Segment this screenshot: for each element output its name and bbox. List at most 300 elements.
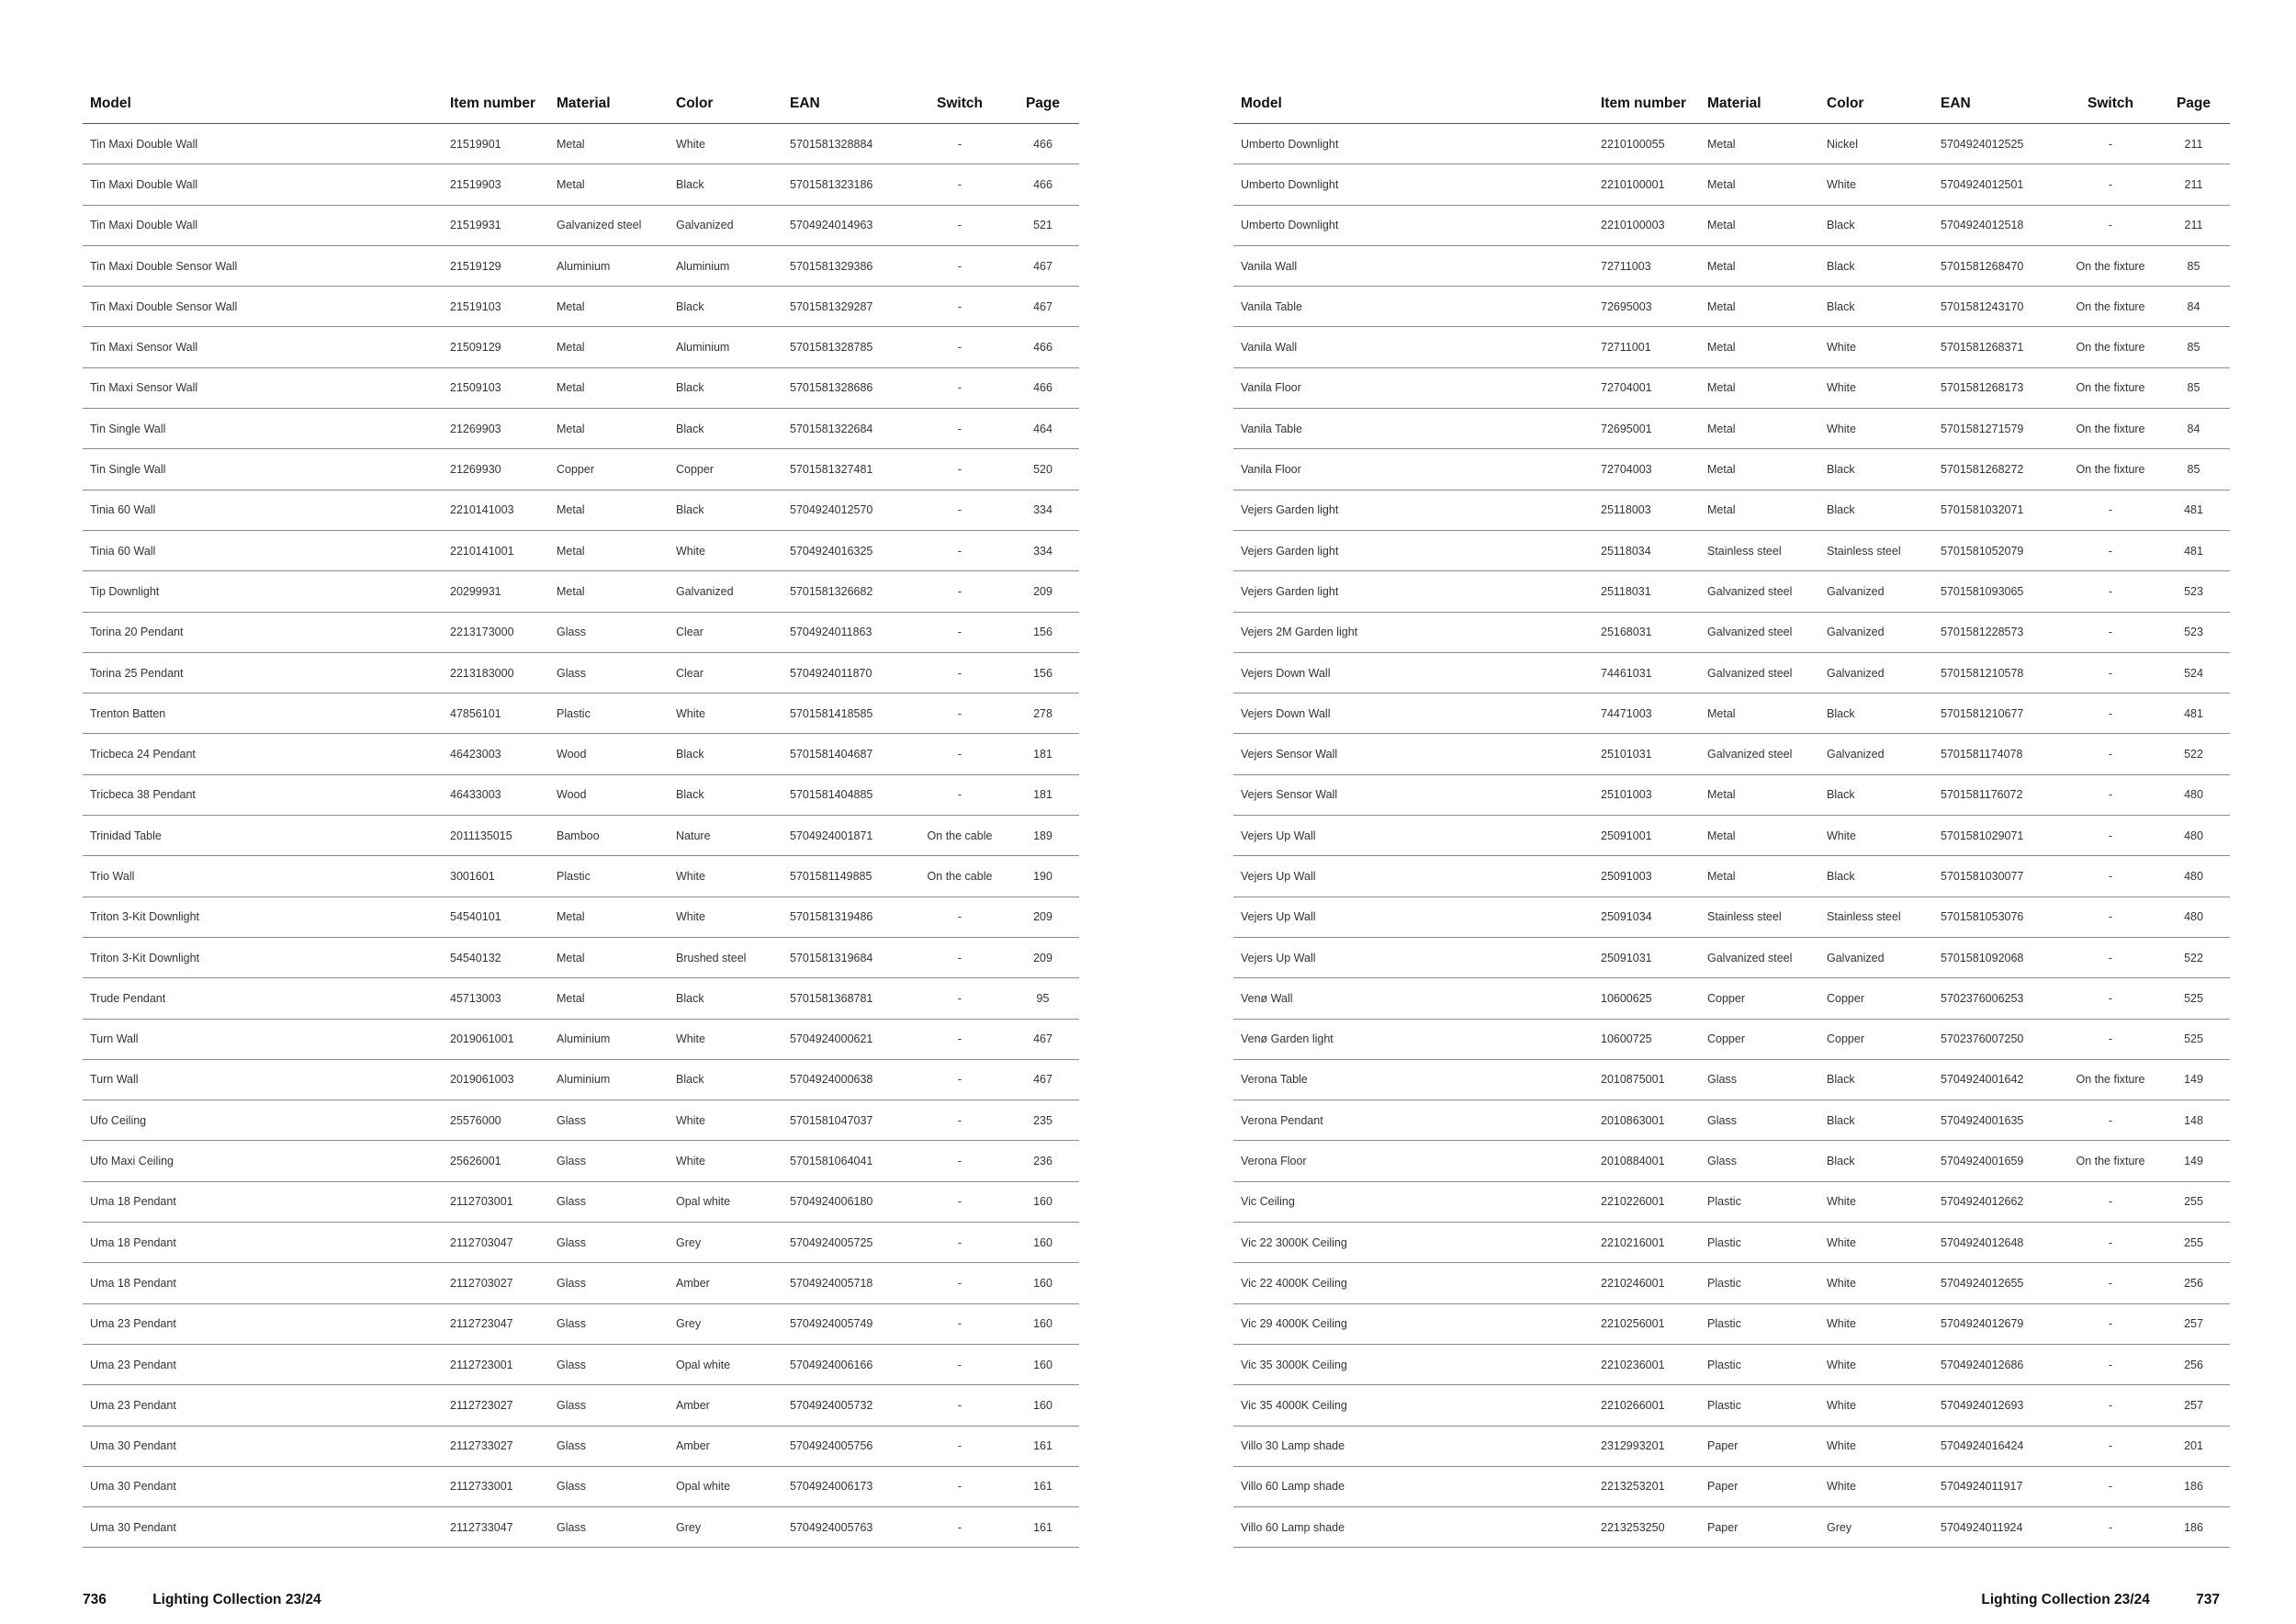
- table-row: [83, 856, 1079, 897]
- cell-material: Plastic: [1700, 1181, 1819, 1222]
- cell-switch: -: [913, 1059, 1007, 1100]
- cell-color: Copper: [1819, 1019, 1933, 1059]
- table-row: [1233, 287, 2230, 327]
- cell-model: Uma 18 Pendant: [83, 1263, 443, 1303]
- cell-page: 256: [2157, 1344, 2230, 1384]
- cell-ean: 5704924000638: [782, 1059, 913, 1100]
- cell-page: 466: [1007, 164, 1079, 205]
- table-row: [1233, 978, 2230, 1019]
- cell-material: Galvanized steel: [1700, 612, 1819, 652]
- table-row: [83, 652, 1079, 693]
- table-row: [83, 1181, 1079, 1222]
- cell-ean: 5704924012662: [1933, 1181, 2064, 1222]
- cell-model: Umberto Downlight: [1233, 164, 1593, 205]
- cell-model: Vanila Floor: [1233, 449, 1593, 490]
- cell-model: Tin Maxi Double Sensor Wall: [83, 245, 443, 286]
- table-row: [83, 164, 1079, 205]
- cell-model: Vejers Up Wall: [1233, 937, 1593, 977]
- cell-page: 161: [1007, 1507, 1079, 1548]
- cell-material: Glass: [549, 1181, 669, 1222]
- column-header-model: Model: [83, 85, 443, 124]
- cell-material: Plastic: [1700, 1223, 1819, 1263]
- cell-ean: 5704924005756: [782, 1426, 913, 1466]
- table-row: [1233, 490, 2230, 530]
- cell-color: White: [1819, 164, 1933, 205]
- cell-material: Wood: [549, 774, 669, 815]
- cell-material: Glass: [549, 652, 669, 693]
- cell-page: 480: [2157, 897, 2230, 937]
- cell-model: Triton 3-Kit Downlight: [83, 897, 443, 937]
- cell-item-number: 72695003: [1593, 287, 1700, 327]
- cell-ean: 5701581268470: [1933, 245, 2064, 286]
- table-row: [83, 734, 1079, 774]
- cell-color: Copper: [1819, 978, 1933, 1019]
- cell-item-number: 72704001: [1593, 367, 1700, 408]
- table-row: [1233, 571, 2230, 612]
- right-page: [1148, 0, 2296, 1624]
- column-header-color: Color: [669, 85, 782, 124]
- cell-ean: 5701581149885: [782, 856, 913, 897]
- cell-switch: -: [913, 409, 1007, 449]
- cell-switch: -: [913, 449, 1007, 490]
- cell-color: Grey: [669, 1303, 782, 1344]
- cell-switch: -: [913, 1344, 1007, 1384]
- cell-page: 161: [1007, 1466, 1079, 1506]
- cell-model: Ufo Maxi Ceiling: [83, 1141, 443, 1181]
- page-footer: [1981, 1592, 2220, 1608]
- cell-switch: -: [2064, 816, 2157, 856]
- table-row: [83, 1426, 1079, 1466]
- cell-color: Black: [1819, 1059, 1933, 1100]
- cell-item-number: 2112723001: [443, 1344, 549, 1384]
- cell-ean: 5704924012693: [1933, 1385, 2064, 1426]
- cell-switch: -: [2064, 1303, 2157, 1344]
- cell-material: Galvanized steel: [549, 205, 669, 245]
- cell-color: Black: [669, 1059, 782, 1100]
- cell-material: Metal: [1700, 449, 1819, 490]
- cell-ean: 5701581271579: [1933, 409, 2064, 449]
- cell-ean: 5701581064041: [782, 1141, 913, 1181]
- cell-item-number: 2213173000: [443, 612, 549, 652]
- cell-page: 278: [1007, 694, 1079, 734]
- cell-color: Black: [1819, 449, 1933, 490]
- cell-item-number: 74461031: [1593, 652, 1700, 693]
- cell-model: Vejers Up Wall: [1233, 897, 1593, 937]
- cell-color: White: [669, 694, 782, 734]
- cell-ean: 5704924011924: [1933, 1507, 2064, 1548]
- cell-color: White: [1819, 1344, 1933, 1384]
- cell-material: Paper: [1700, 1426, 1819, 1466]
- cell-model: Vejers Up Wall: [1233, 856, 1593, 897]
- cell-model: Tricbeca 24 Pendant: [83, 734, 443, 774]
- cell-switch: On the fixture: [2064, 449, 2157, 490]
- table-row: [83, 530, 1079, 570]
- cell-material: Bamboo: [549, 816, 669, 856]
- cell-model: Vic 35 4000K Ceiling: [1233, 1385, 1593, 1426]
- cell-material: Metal: [549, 897, 669, 937]
- cell-model: Tin Single Wall: [83, 409, 443, 449]
- cell-switch: -: [2064, 652, 2157, 693]
- cell-ean: 5704924011863: [782, 612, 913, 652]
- cell-model: Villo 30 Lamp shade: [1233, 1426, 1593, 1466]
- cell-page: 523: [2157, 612, 2230, 652]
- cell-model: Vejers Garden light: [1233, 530, 1593, 570]
- table-row: [1233, 1426, 2230, 1466]
- cell-page: 236: [1007, 1141, 1079, 1181]
- cell-ean: 5701581268371: [1933, 327, 2064, 367]
- cell-page: 149: [2157, 1059, 2230, 1100]
- cell-page: 160: [1007, 1181, 1079, 1222]
- cell-switch: On the cable: [913, 856, 1007, 897]
- cell-switch: On the fixture: [2064, 409, 2157, 449]
- cell-switch: On the fixture: [2064, 327, 2157, 367]
- cell-page: 480: [2157, 816, 2230, 856]
- cell-switch: -: [913, 1181, 1007, 1222]
- table-row: [83, 612, 1079, 652]
- cell-material: Metal: [1700, 287, 1819, 327]
- cell-ean: 5701581210578: [1933, 652, 2064, 693]
- cell-ean: 5704924012648: [1933, 1223, 2064, 1263]
- cell-ean: 5704924014963: [782, 205, 913, 245]
- cell-material: Glass: [1700, 1141, 1819, 1181]
- cell-item-number: 46423003: [443, 734, 549, 774]
- cell-color: White: [1819, 1181, 1933, 1222]
- table-row: [1233, 124, 2230, 164]
- cell-ean: 5701581329287: [782, 287, 913, 327]
- cell-model: Uma 18 Pendant: [83, 1223, 443, 1263]
- cell-item-number: 21269930: [443, 449, 549, 490]
- table-row: [1233, 1466, 2230, 1506]
- cell-ean: 5701581322684: [782, 409, 913, 449]
- column-header-color: Color: [1819, 85, 1933, 124]
- cell-model: Villo 60 Lamp shade: [1233, 1466, 1593, 1506]
- cell-model: Vic 29 4000K Ceiling: [1233, 1303, 1593, 1344]
- cell-page: 480: [2157, 774, 2230, 815]
- cell-item-number: 2210100001: [1593, 164, 1700, 205]
- cell-material: Metal: [549, 409, 669, 449]
- cell-switch: -: [913, 937, 1007, 977]
- cell-color: Opal white: [669, 1466, 782, 1506]
- cell-model: Uma 23 Pendant: [83, 1303, 443, 1344]
- cell-color: Grey: [1819, 1507, 1933, 1548]
- cell-item-number: 2112703001: [443, 1181, 549, 1222]
- cell-page: 255: [2157, 1223, 2230, 1263]
- cell-item-number: 21519931: [443, 205, 549, 245]
- cell-page: 190: [1007, 856, 1079, 897]
- product-table-left: [83, 85, 1079, 1548]
- cell-material: Metal: [1700, 490, 1819, 530]
- cell-ean: 5704924005749: [782, 1303, 913, 1344]
- cell-model: Tin Maxi Sensor Wall: [83, 327, 443, 367]
- cell-page: 156: [1007, 612, 1079, 652]
- table-row: [83, 287, 1079, 327]
- cell-ean: 5701581404885: [782, 774, 913, 815]
- cell-page: 186: [2157, 1466, 2230, 1506]
- cell-ean: 5704924012501: [1933, 164, 2064, 205]
- cell-model: Tin Maxi Double Wall: [83, 124, 443, 164]
- cell-model: Vejers Down Wall: [1233, 694, 1593, 734]
- cell-item-number: 54540132: [443, 937, 549, 977]
- cell-material: Paper: [1700, 1466, 1819, 1506]
- page-number: 736: [83, 1592, 107, 1607]
- column-header-material: Material: [1700, 85, 1819, 124]
- cell-switch: On the fixture: [2064, 367, 2157, 408]
- cell-color: Galvanized: [1819, 612, 1933, 652]
- cell-page: 95: [1007, 978, 1079, 1019]
- cell-ean: 5704924005763: [782, 1507, 913, 1548]
- cell-page: 209: [1007, 571, 1079, 612]
- cell-color: Amber: [669, 1426, 782, 1466]
- table-row: [83, 1019, 1079, 1059]
- cell-material: Metal: [549, 327, 669, 367]
- table-row: [83, 694, 1079, 734]
- cell-page: 160: [1007, 1385, 1079, 1426]
- cell-item-number: 54540101: [443, 897, 549, 937]
- cell-item-number: 2010875001: [1593, 1059, 1700, 1100]
- cell-page: 211: [2157, 164, 2230, 205]
- cell-model: Vanila Floor: [1233, 367, 1593, 408]
- cell-color: Black: [1819, 694, 1933, 734]
- cell-material: Metal: [549, 164, 669, 205]
- cell-model: Vic Ceiling: [1233, 1181, 1593, 1222]
- cell-item-number: 25091034: [1593, 897, 1700, 937]
- cell-page: 235: [1007, 1100, 1079, 1141]
- cell-page: 160: [1007, 1263, 1079, 1303]
- cell-switch: -: [2064, 1263, 2157, 1303]
- cell-ean: 5701581328686: [782, 367, 913, 408]
- cell-material: Copper: [1700, 978, 1819, 1019]
- cell-item-number: 2112703027: [443, 1263, 549, 1303]
- cell-ean: 5701581326682: [782, 571, 913, 612]
- page-number: 737: [2196, 1592, 2220, 1607]
- cell-page: 524: [2157, 652, 2230, 693]
- cell-color: White: [669, 124, 782, 164]
- cell-model: Tinia 60 Wall: [83, 530, 443, 570]
- cell-page: 466: [1007, 327, 1079, 367]
- cell-material: Plastic: [549, 694, 669, 734]
- cell-switch: -: [2064, 490, 2157, 530]
- table-row: [83, 1303, 1079, 1344]
- cell-color: White: [669, 1019, 782, 1059]
- cell-ean: 5704924012525: [1933, 124, 2064, 164]
- cell-switch: -: [2064, 1223, 2157, 1263]
- cell-switch: -: [2064, 856, 2157, 897]
- cell-color: Galvanized: [1819, 571, 1933, 612]
- cell-material: Galvanized steel: [1700, 937, 1819, 977]
- cell-model: Umberto Downlight: [1233, 124, 1593, 164]
- cell-item-number: 2210141003: [443, 490, 549, 530]
- cell-material: Metal: [549, 490, 669, 530]
- cell-model: Vic 22 4000K Ceiling: [1233, 1263, 1593, 1303]
- cell-color: Grey: [669, 1223, 782, 1263]
- cell-color: Clear: [669, 612, 782, 652]
- cell-switch: -: [913, 367, 1007, 408]
- cell-item-number: 2213253201: [1593, 1466, 1700, 1506]
- cell-model: Vejers Up Wall: [1233, 816, 1593, 856]
- cell-item-number: 2210246001: [1593, 1263, 1700, 1303]
- cell-color: Galvanized: [1819, 937, 1933, 977]
- table-row: [83, 409, 1079, 449]
- cell-model: Vanila Wall: [1233, 327, 1593, 367]
- cell-page: 481: [2157, 530, 2230, 570]
- cell-item-number: 2112703047: [443, 1223, 549, 1263]
- cell-color: Black: [669, 287, 782, 327]
- table-row: [83, 937, 1079, 977]
- cell-item-number: 2112723027: [443, 1385, 549, 1426]
- cell-model: Verona Table: [1233, 1059, 1593, 1100]
- cell-switch: -: [2064, 530, 2157, 570]
- column-header-switch: Switch: [2064, 85, 2157, 124]
- cell-switch: -: [2064, 1019, 2157, 1059]
- cell-switch: -: [2064, 205, 2157, 245]
- cell-item-number: 21509103: [443, 367, 549, 408]
- cell-material: Metal: [1700, 124, 1819, 164]
- cell-item-number: 25626001: [443, 1141, 549, 1181]
- cell-ean: 5701581268272: [1933, 449, 2064, 490]
- cell-model: Turn Wall: [83, 1059, 443, 1100]
- cell-page: 467: [1007, 1019, 1079, 1059]
- cell-ean: 5701581243170: [1933, 287, 2064, 327]
- cell-page: 209: [1007, 897, 1079, 937]
- cell-material: Glass: [549, 1100, 669, 1141]
- cell-page: 160: [1007, 1303, 1079, 1344]
- cell-model: Trinidad Table: [83, 816, 443, 856]
- cell-item-number: 25091031: [1593, 937, 1700, 977]
- cell-item-number: 25091001: [1593, 816, 1700, 856]
- table-row: [1233, 816, 2230, 856]
- cell-page: 161: [1007, 1426, 1079, 1466]
- cell-switch: -: [2064, 937, 2157, 977]
- cell-color: Aluminium: [669, 245, 782, 286]
- cell-page: 481: [2157, 490, 2230, 530]
- cell-color: Black: [1819, 287, 1933, 327]
- cell-ean: 5704924006173: [782, 1466, 913, 1506]
- cell-page: 84: [2157, 287, 2230, 327]
- cell-page: 480: [2157, 856, 2230, 897]
- table-row: [83, 1223, 1079, 1263]
- cell-page: 209: [1007, 937, 1079, 977]
- table-row: [83, 1466, 1079, 1506]
- cell-page: 181: [1007, 734, 1079, 774]
- cell-color: Black: [1819, 774, 1933, 815]
- cell-color: White: [669, 1100, 782, 1141]
- cell-switch: -: [2064, 897, 2157, 937]
- cell-switch: -: [2064, 978, 2157, 1019]
- table-row: [1233, 1019, 2230, 1059]
- cell-switch: -: [913, 1141, 1007, 1181]
- cell-color: Black: [669, 734, 782, 774]
- table-row: [1233, 774, 2230, 815]
- cell-color: Grey: [669, 1507, 782, 1548]
- cell-item-number: 21519129: [443, 245, 549, 286]
- table-row: [83, 1507, 1079, 1548]
- cell-switch: -: [2064, 774, 2157, 815]
- cell-material: Metal: [1700, 205, 1819, 245]
- cell-page: 257: [2157, 1385, 2230, 1426]
- cell-ean: 5704924012655: [1933, 1263, 2064, 1303]
- cell-material: Plastic: [549, 856, 669, 897]
- cell-color: Amber: [669, 1263, 782, 1303]
- cell-item-number: 21509129: [443, 327, 549, 367]
- publication-title: Lighting Collection 23/24: [152, 1592, 321, 1607]
- cell-switch: -: [913, 897, 1007, 937]
- cell-switch: -: [913, 490, 1007, 530]
- cell-switch: -: [913, 1100, 1007, 1141]
- table-row: [83, 205, 1079, 245]
- cell-switch: -: [913, 1263, 1007, 1303]
- publication-title: Lighting Collection 23/24: [1981, 1592, 2150, 1607]
- cell-ean: 5701581176072: [1933, 774, 2064, 815]
- cell-ean: 5704924001659: [1933, 1141, 2064, 1181]
- cell-ean: 5704924001642: [1933, 1059, 2064, 1100]
- cell-page: 85: [2157, 327, 2230, 367]
- cell-ean: 5701581092068: [1933, 937, 2064, 977]
- cell-page: 160: [1007, 1344, 1079, 1384]
- cell-material: Galvanized steel: [1700, 571, 1819, 612]
- cell-color: Galvanized: [1819, 734, 1933, 774]
- cell-material: Metal: [1700, 367, 1819, 408]
- table-row: [1233, 1181, 2230, 1222]
- table-row: [83, 367, 1079, 408]
- cell-item-number: 2011135015: [443, 816, 549, 856]
- cell-model: Vejers 2M Garden light: [1233, 612, 1593, 652]
- cell-material: Glass: [549, 1426, 669, 1466]
- cell-page: 256: [2157, 1263, 2230, 1303]
- cell-color: Stainless steel: [1819, 530, 1933, 570]
- table-row: [1233, 449, 2230, 490]
- cell-material: Metal: [1700, 816, 1819, 856]
- cell-material: Metal: [1700, 409, 1819, 449]
- cell-material: Glass: [549, 1466, 669, 1506]
- cell-material: Plastic: [1700, 1385, 1819, 1426]
- cell-switch: -: [2064, 1181, 2157, 1222]
- cell-switch: -: [913, 245, 1007, 286]
- cell-switch: -: [2064, 1385, 2157, 1426]
- cell-switch: On the cable: [913, 816, 1007, 856]
- cell-item-number: 2213183000: [443, 652, 549, 693]
- cell-switch: -: [913, 734, 1007, 774]
- cell-material: Aluminium: [549, 1019, 669, 1059]
- cell-item-number: 2210216001: [1593, 1223, 1700, 1263]
- cell-switch: -: [2064, 612, 2157, 652]
- cell-color: Brushed steel: [669, 937, 782, 977]
- cell-page: 464: [1007, 409, 1079, 449]
- cell-material: Stainless steel: [1700, 530, 1819, 570]
- table-row: [1233, 1303, 2230, 1344]
- cell-switch: On the fixture: [2064, 287, 2157, 327]
- column-header-model: Model: [1233, 85, 1593, 124]
- cell-model: Tin Maxi Double Wall: [83, 164, 443, 205]
- table-row: [1233, 245, 2230, 286]
- cell-switch: -: [913, 1466, 1007, 1506]
- cell-color: White: [1819, 1385, 1933, 1426]
- cell-ean: 5701581319486: [782, 897, 913, 937]
- table-row: [83, 449, 1079, 490]
- cell-color: Black: [1819, 205, 1933, 245]
- cell-material: Metal: [549, 530, 669, 570]
- column-header-ean: EAN: [782, 85, 913, 124]
- cell-color: Clear: [669, 652, 782, 693]
- cell-material: Metal: [1700, 327, 1819, 367]
- cell-color: Galvanized: [669, 571, 782, 612]
- cell-switch: -: [913, 124, 1007, 164]
- cell-color: White: [1819, 1426, 1933, 1466]
- cell-model: Vic 35 3000K Ceiling: [1233, 1344, 1593, 1384]
- cell-page: 257: [2157, 1303, 2230, 1344]
- cell-model: Vanila Wall: [1233, 245, 1593, 286]
- table-row: [83, 978, 1079, 1019]
- cell-material: Glass: [549, 1141, 669, 1181]
